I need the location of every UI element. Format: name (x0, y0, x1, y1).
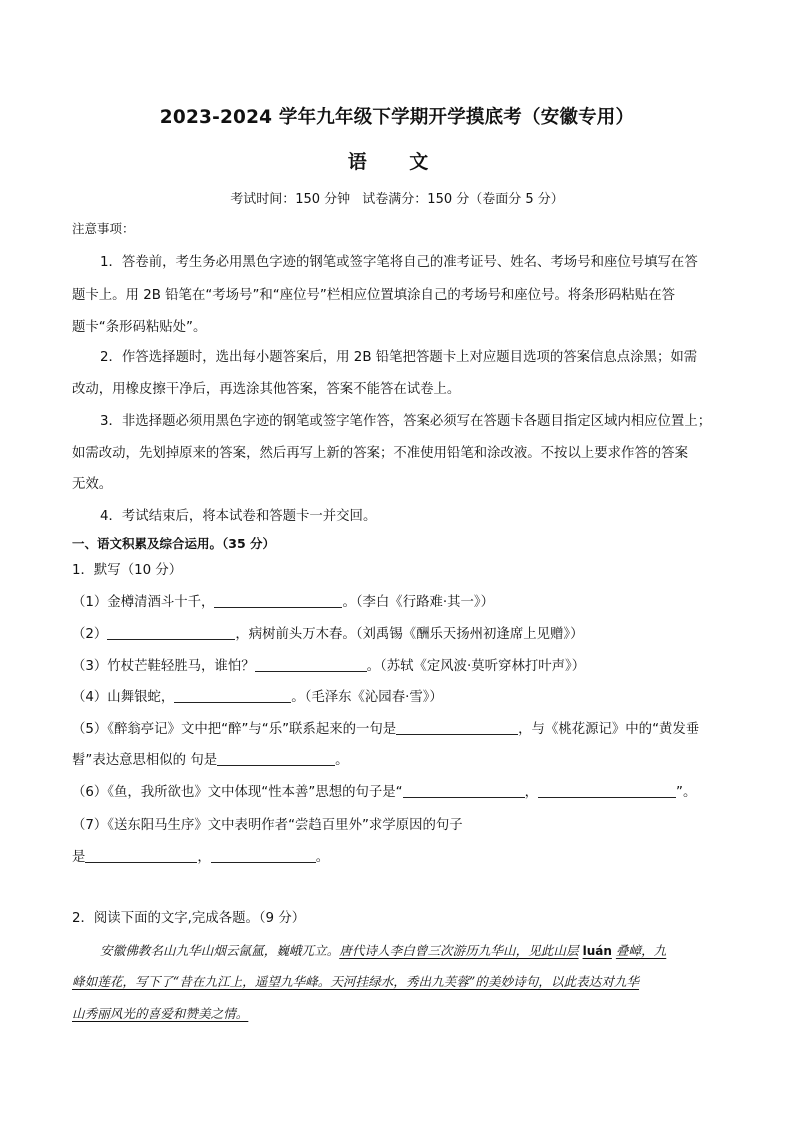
q1-3-answer-blank[interactable] (255, 657, 367, 672)
question-2-heading: 2．阅读下面的文字,完成各题。（9 分） (72, 911, 306, 926)
q1-5-answer-blank-2[interactable] (217, 751, 335, 766)
subject-title: 语 文 (347, 151, 447, 173)
q1-3-text-b: 。（苏轼《定风波·莫听穿林打叶声》） (366, 659, 586, 674)
notice-item-4-line-1: 4．考试结束后，将本试卷和答题卡一并交回。 (100, 509, 377, 524)
q1-2-answer-blank[interactable] (107, 625, 235, 640)
exam-time: 考试时间：150 分钟 (230, 192, 351, 207)
passage-line-2: 峰如莲花，写下了“昔在九江上，遥望九华峰。天河挂绿水，秀出九芙蓉”的美妙诗句，以此表达对九华 (72, 974, 640, 989)
q1-6-text-b: ， (524, 785, 539, 800)
q1-7-answer-blank-2[interactable] (211, 848, 316, 863)
notice-item-2-line-1: 2．作答选择题时，选出每小题答案后，用 2B 铅笔把答题卡上对应题目选项的答案信息点涂黑；如需 (100, 350, 698, 365)
passage-l1-end: 叠嶂，九 (615, 943, 667, 958)
q1-5-text-a: （5）《醉翁亭记》文中把“醉”与“乐”联系起来的一句是 (72, 722, 397, 737)
question-1-heading: 1．默写（10 分） (72, 563, 183, 578)
notice-item-2-line-2: 改动，用橡皮擦干净后，再选涂其他答案，答案不能答在试卷上。 (72, 382, 461, 397)
passage-l1-underlined: 唐代诗人李白曾三次游历九华山，见此山层 (339, 943, 579, 958)
q1-4-answer-blank[interactable] (174, 688, 291, 703)
notice-item-3-line-1: 3．非选择题必须用黑色字迹的钢笔或签字笔作答，答案必须写在答题卡各题目指定区域内相应位置上； (100, 414, 712, 429)
q1-5-answer-blank-1[interactable] (396, 720, 518, 735)
passage-line-1 (100, 940, 750, 959)
notice-heading: 注意事项： (72, 221, 135, 236)
question-1-7-line-2 (72, 846, 329, 865)
exam-title: 2023-2024 学年九年级下学期开学摸底考（安徽专用） (159, 107, 635, 128)
section-1-heading: 一、语文积累及综合运用。（35 分） (72, 536, 275, 551)
q1-3-text-a: （3）竹杖芒鞋轻胜马，谁怕？ (72, 659, 255, 674)
notice-item-1-line-3: 题卡“条形码粘贴处”。 (72, 320, 207, 335)
q1-4-text-a: （4）山舞银蛇， (72, 690, 175, 705)
question-1-5-line-2 (72, 749, 349, 768)
q1-5-text-c: 髫”表达意思相似的 句是 (72, 753, 218, 768)
q1-7-answer-blank-1[interactable] (85, 848, 197, 863)
q1-7-text-b: 是 (72, 850, 86, 865)
q1-7-text-c: ， (197, 850, 211, 865)
question-1-6 (72, 781, 696, 800)
q1-5-text-d: 。 (335, 753, 349, 768)
q1-2-text-a: （2） (72, 627, 108, 642)
question-1-7-line-1: （7）《送东阳马生序》文中表明作者“尝趋百里外”求学原因的句子 (72, 818, 463, 833)
q1-2-text-b: ，病树前头万木春。（刘禹锡《酬乐天扬州初逢席上见赠》） (235, 627, 584, 642)
q1-1-answer-blank[interactable] (214, 593, 342, 608)
notice-item-1-line-2: 题卡上。用 2B 铅笔在“考场号”和“座位号”栏相应位置填涂自己的考场号和座位号。将条形码粘贴在答 (72, 288, 675, 303)
passage-l1-plain: 安徽佛教名山九华山烟云氤氲，巍峨兀立。 (100, 943, 340, 958)
passage-pinyin: luán (582, 944, 612, 958)
q1-6-text-a: （6）《鱼，我所欲也》文中体现“性本善”思想的句子是“ (72, 785, 403, 800)
q1-6-text-c: ”。 (676, 785, 697, 800)
exam-score: 试卷满分：150 分（卷面分 5 分） (362, 192, 564, 207)
q1-1-text-a: （1）金樽清酒斗十千， (72, 595, 215, 610)
question-1-3 (72, 655, 585, 674)
notice-item-1-line-1: 1．答卷前，考生务必用黑色字迹的钢笔或签字笔将自己的准考证号、姓名、考场号和座位号填写在答 (100, 255, 698, 270)
question-1-5-line-1 (72, 718, 699, 737)
q1-1-text-b: 。（李白《行路难·其一》） (342, 595, 494, 610)
question-1-4 (72, 686, 443, 705)
question-1-1 (72, 591, 494, 610)
passage-line-3: 山秀丽风光的喜爱和赞美之情。 (72, 1006, 249, 1021)
question-1-2 (72, 623, 583, 642)
exam-info (0, 188, 794, 207)
notice-item-3-line-3: 无效。 (72, 477, 113, 492)
q1-4-text-b: 。（毛泽东《沁园春·雪》） (291, 690, 443, 705)
q1-6-answer-blank-2[interactable] (538, 783, 676, 798)
q1-7-text-d: 。 (315, 850, 330, 865)
q1-6-answer-blank-1[interactable] (403, 783, 525, 798)
notice-item-3-line-2: 如需改动，先划掉原来的答案，然后再写上新的答案；不准使用铅笔和涂改液。不按以上要求作答的答案 (72, 446, 688, 461)
q1-5-text-b: ，与《桃花源记》中的“黄发垂 (518, 722, 700, 737)
